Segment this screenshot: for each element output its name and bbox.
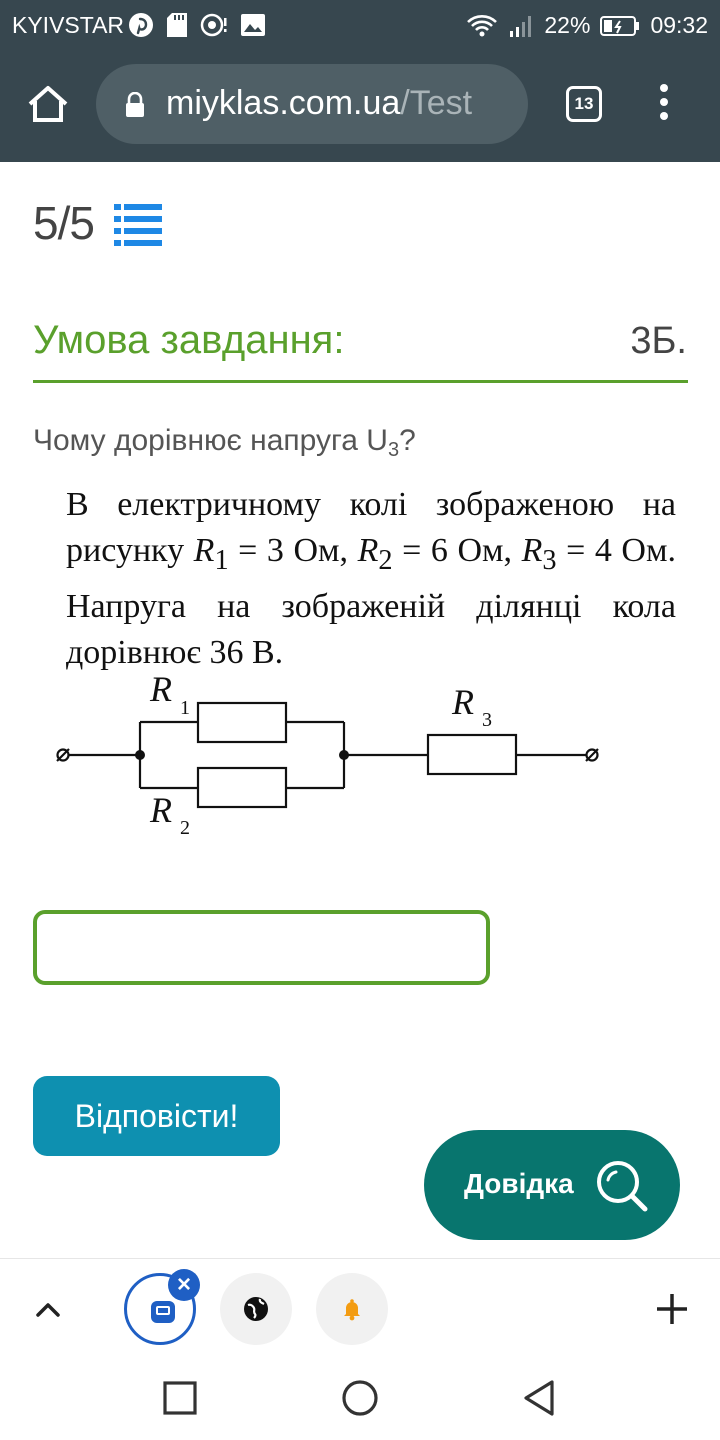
carrier-name: KYIVSTAR	[12, 12, 125, 38]
bell-icon	[338, 1295, 366, 1323]
resistor-r2	[198, 768, 286, 807]
resistor-r1	[198, 703, 286, 742]
hotspot-icon	[200, 12, 228, 38]
tab-thumbnail-2[interactable]	[220, 1273, 292, 1345]
battery-percent: 22%	[544, 12, 591, 38]
r1-symbol: R	[193, 532, 215, 569]
r2-subscript: 2	[378, 544, 393, 576]
lock-icon	[124, 92, 146, 118]
r3-value: = 4 Ом. Напруга на зображеній ділянці кола дорівнює 36 В.	[66, 532, 676, 671]
r2-symbol: R	[357, 532, 379, 569]
url-path: /Test	[400, 84, 473, 122]
left-junction	[135, 750, 145, 760]
clock: 09:32	[650, 12, 708, 38]
url-bar[interactable]	[96, 64, 528, 144]
r3-label: R	[452, 682, 474, 722]
question-list-icon[interactable]	[114, 204, 162, 246]
gallery-icon	[240, 12, 266, 38]
new-tab-icon[interactable]	[654, 1291, 690, 1327]
r1-label-index: 1	[180, 697, 190, 719]
sd-card-icon	[166, 12, 188, 38]
system-navigation-bar	[0, 1358, 720, 1440]
question-progress: 5/5	[33, 197, 94, 249]
r2-label-index: 2	[180, 817, 190, 839]
question-subscript: 3	[387, 439, 400, 461]
problem-statement	[66, 482, 676, 676]
submit-answer-button[interactable]: Відповісти!	[33, 1076, 280, 1156]
search-icon	[594, 1158, 650, 1214]
tab-switcher-button[interactable]: 13	[566, 86, 602, 122]
help-button-label: Довідка	[464, 1168, 574, 1199]
overflow-menu-icon[interactable]	[652, 84, 676, 124]
pinterest-icon	[128, 12, 154, 38]
question-text	[33, 424, 416, 462]
r2-label: R	[150, 790, 172, 830]
home-icon[interactable]	[24, 80, 72, 128]
r1-subscript: 1	[214, 544, 229, 576]
status-bar	[0, 0, 720, 50]
recents-icon[interactable]	[160, 1378, 200, 1418]
browser-toolbar	[0, 50, 720, 162]
signal-icon	[508, 13, 534, 39]
url-domain: miyklas.com.ua	[166, 84, 401, 122]
question-prefix: Чому дорівнює напруга U	[33, 424, 388, 457]
browser-bottom-bar	[0, 1258, 720, 1358]
battery-icon	[600, 15, 640, 37]
help-button[interactable]	[424, 1130, 680, 1240]
r1-label: R	[150, 669, 172, 709]
answer-input[interactable]	[33, 910, 490, 985]
problem-intro: В електричному колі зображеною на рисунку	[66, 486, 676, 569]
resistor-r3	[428, 735, 516, 774]
tab-thumbnail-3[interactable]	[316, 1273, 388, 1345]
circuit-diagram	[48, 666, 628, 856]
r2-value: = 6 Ом,	[392, 532, 522, 569]
title-divider	[33, 380, 688, 383]
site-favicon-icon	[149, 1298, 177, 1326]
wifi-icon	[466, 13, 498, 39]
close-tab-icon[interactable]: ×	[168, 1269, 200, 1301]
r3-symbol: R	[521, 532, 543, 569]
globe-icon	[242, 1295, 270, 1323]
chevron-up-icon[interactable]	[34, 1295, 62, 1323]
task-score: 3Б.	[630, 320, 687, 362]
r1-value: = 3 Ом,	[228, 532, 358, 569]
back-icon[interactable]	[520, 1378, 560, 1418]
r3-label-index: 3	[482, 709, 492, 731]
question-suffix: ?	[399, 424, 416, 457]
url-text	[166, 84, 472, 123]
r3-subscript: 3	[542, 544, 557, 576]
task-condition-title: Умова завдання:	[33, 318, 345, 362]
right-junction	[339, 750, 349, 760]
home-circle-icon[interactable]	[340, 1378, 380, 1418]
